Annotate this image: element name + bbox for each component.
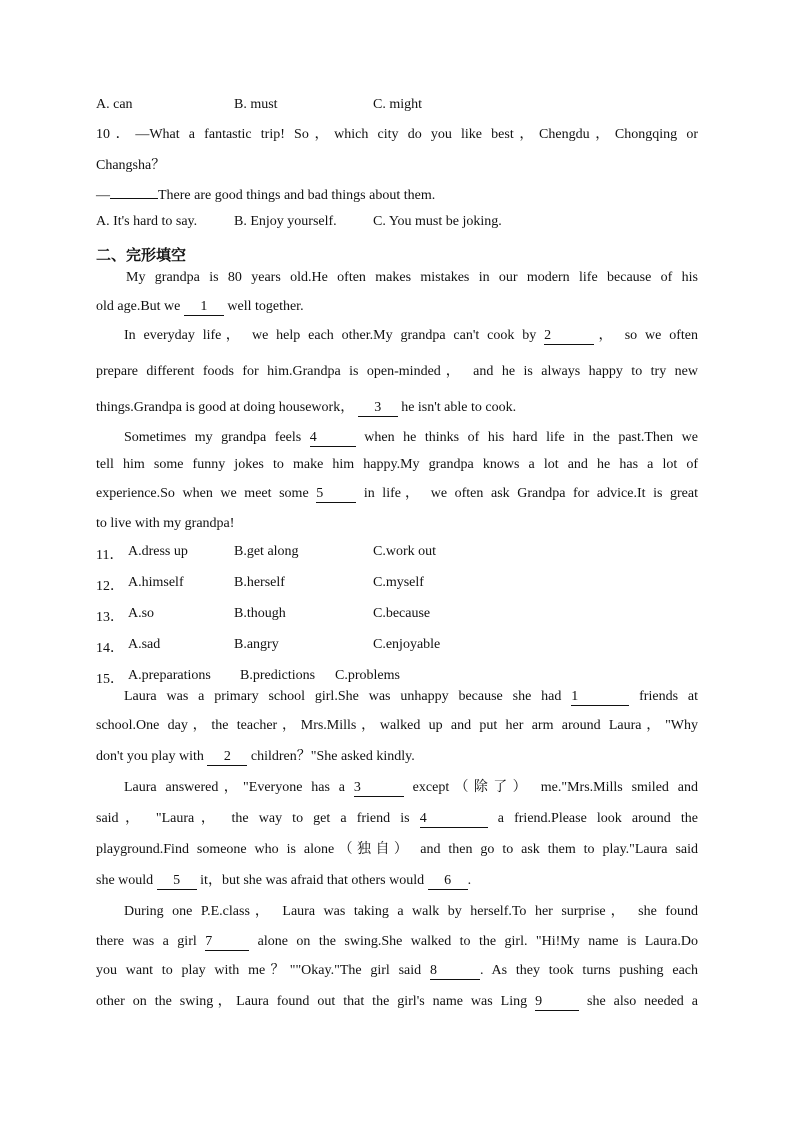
passage1-blank-5: 5 — [316, 486, 356, 503]
passage2-blank-3: 3 — [354, 780, 404, 797]
passage1-blank-4: 4 — [310, 430, 356, 447]
option-b: B.angry — [234, 637, 279, 652]
q10-stem-line2: Changsha？ — [96, 158, 166, 173]
q10-option-b: B. Enjoy yourself. — [234, 214, 337, 229]
passage2-text: you want to play with me？""Okay."The girl said — [96, 963, 430, 978]
passage1-blank-3: 3 — [358, 400, 398, 417]
passage2-line6: playground.Find someone who is alone（独自） and then go to ask them to play."Laura said — [96, 842, 698, 857]
q9-option-a: A. can — [96, 97, 133, 112]
passage2-text: there was a girl — [96, 934, 206, 949]
passage2-text: other on the swing，Laura found out that the girl's name was Ling — [96, 994, 536, 1009]
passage2-text: said， "Laura， the way to get a friend is — [96, 811, 420, 826]
passage1-text: old age.But we — [96, 299, 184, 314]
passage1-text: experience.So when we meet some — [96, 486, 317, 501]
q10-option-c: C. You must be joking. — [373, 214, 502, 229]
passage1-line1: My grandpa is 80 years old.He often makes mistakes in our modern life because of his — [126, 270, 698, 285]
passage1-text: he isn't able to cook. — [397, 400, 517, 415]
option-a: A.himself — [128, 575, 184, 590]
passage2-blank-1: 1 — [571, 689, 629, 706]
passage1-line6 — [124, 429, 698, 447]
passage2-text: . — [467, 873, 472, 888]
passage1-text: Sometimes my grandpa feels — [124, 430, 310, 445]
option-c: C.because — [373, 606, 431, 621]
option-b: B.herself — [234, 575, 285, 590]
passage2-text: friends at — [629, 689, 699, 704]
option-c: C.myself — [373, 575, 424, 590]
passage2-line4 — [124, 779, 698, 797]
passage1-line3 — [124, 327, 698, 345]
passage2-text: a friend.Please look around the — [487, 811, 698, 826]
passage2-text: . As they took turns pushing each — [479, 963, 698, 978]
option-a: A.so — [128, 606, 155, 621]
passage1-line7: tell him some funny jokes to make him happy.My grandpa knows a lot and he has a lot of — [96, 457, 698, 472]
passage2-blank-9: 9 — [535, 994, 579, 1011]
passage2-blank-8: 8 — [430, 963, 480, 980]
q9-option-c: C. might — [373, 97, 423, 112]
passage1-text: ， so we often — [594, 328, 699, 343]
q10-dash: — — [96, 188, 110, 203]
passage2-line9 — [96, 933, 698, 951]
passage2-text: Laura was a primary school girl.She was unhappy because she had — [124, 689, 572, 704]
passage2-text: alone on the swing.She walked to the girl. "Hi!My name is Laura.Do — [249, 934, 698, 949]
question-number: 15． — [96, 672, 124, 687]
question-number: 13． — [96, 610, 124, 625]
passage1-text: In everyday life， we help each other.My grandpa can't cook by — [124, 328, 545, 343]
passage2-blank-5: 5 — [157, 873, 197, 890]
passage2-blank-6: 6 — [428, 873, 468, 890]
passage2-blank-2: 2 — [207, 749, 247, 766]
passage2-text: Laura answered，"Everyone has a — [124, 780, 354, 795]
question-number: 14． — [96, 641, 124, 656]
passage2-text: children？"She asked kindly. — [247, 749, 415, 764]
option-c: C.enjoyable — [373, 637, 441, 652]
passage1-line8 — [96, 485, 698, 503]
q10-stem-line1: 10．—What a fantastic trip! So，which city do you like best，Chengdu，Chongqing or — [96, 127, 698, 142]
option-c: C.work out — [373, 544, 436, 559]
passage2-text: she would — [96, 873, 157, 888]
q9-option-b: B. must — [234, 97, 278, 112]
option-a: A.sad — [128, 637, 161, 652]
passage1-blank-2: 2 — [544, 328, 594, 345]
option-b: B.though — [234, 606, 286, 621]
passage1-text: well together. — [223, 299, 304, 314]
passage1-text: in life， we often ask Grandpa for advice.It is great — [356, 486, 698, 501]
option-a: A.dress up — [128, 544, 188, 559]
passage2-blank-4: 4 — [420, 811, 488, 828]
q10-reply: There are good things and bad things about them. — [158, 188, 436, 203]
passage1-line4: prepare different foods for him.Grandpa is open-minded， and he is always happy to try new — [96, 364, 698, 379]
passage1-text: when he thinks of his hard life in the past.Then we — [355, 430, 698, 445]
passage1-blank-1: 1 — [184, 299, 224, 316]
option-a: A.preparations — [128, 668, 211, 683]
passage1-line2 — [96, 298, 698, 316]
passage2-line8: During one P.E.class， Laura was taking a walk by herself.To her surprise， she found — [124, 904, 698, 919]
q10-option-a: A. It's hard to say. — [96, 214, 198, 229]
passage1-line9: to live with my grandpa! — [96, 516, 235, 531]
passage2-text: don't you play with — [96, 749, 208, 764]
passage2-line2: school.One day，the teacher，Mrs.Mills，walked up and put her arm around Laura，"Why — [96, 718, 698, 733]
question-number: 11． — [96, 548, 124, 563]
question-number: 12． — [96, 579, 124, 594]
passage1-line5 — [96, 399, 698, 417]
passage2-blank-7: 7 — [205, 934, 249, 951]
passage2-line7 — [96, 872, 698, 890]
option-b: B.predictions — [240, 668, 316, 683]
passage2-text: she also needed a — [579, 994, 698, 1009]
passage2-line11 — [96, 993, 698, 1011]
passage2-text: except（除了） me."Mrs.Mills smiled and — [403, 780, 698, 795]
passage2-line3 — [96, 748, 698, 766]
passage2-line5 — [96, 810, 698, 828]
passage1-text: things.Grandpa is good at doing housework， — [96, 400, 358, 415]
q10-blank — [110, 198, 158, 199]
passage2-text: it，but she was afraid that others would — [196, 873, 428, 888]
passage2-line1 — [124, 688, 698, 706]
section-heading: 二、完形填空 — [96, 246, 187, 264]
option-c: C.problems — [335, 668, 400, 683]
passage2-line10 — [96, 962, 698, 980]
q10-answer-line — [96, 187, 698, 205]
option-b: B.get along — [234, 544, 299, 559]
